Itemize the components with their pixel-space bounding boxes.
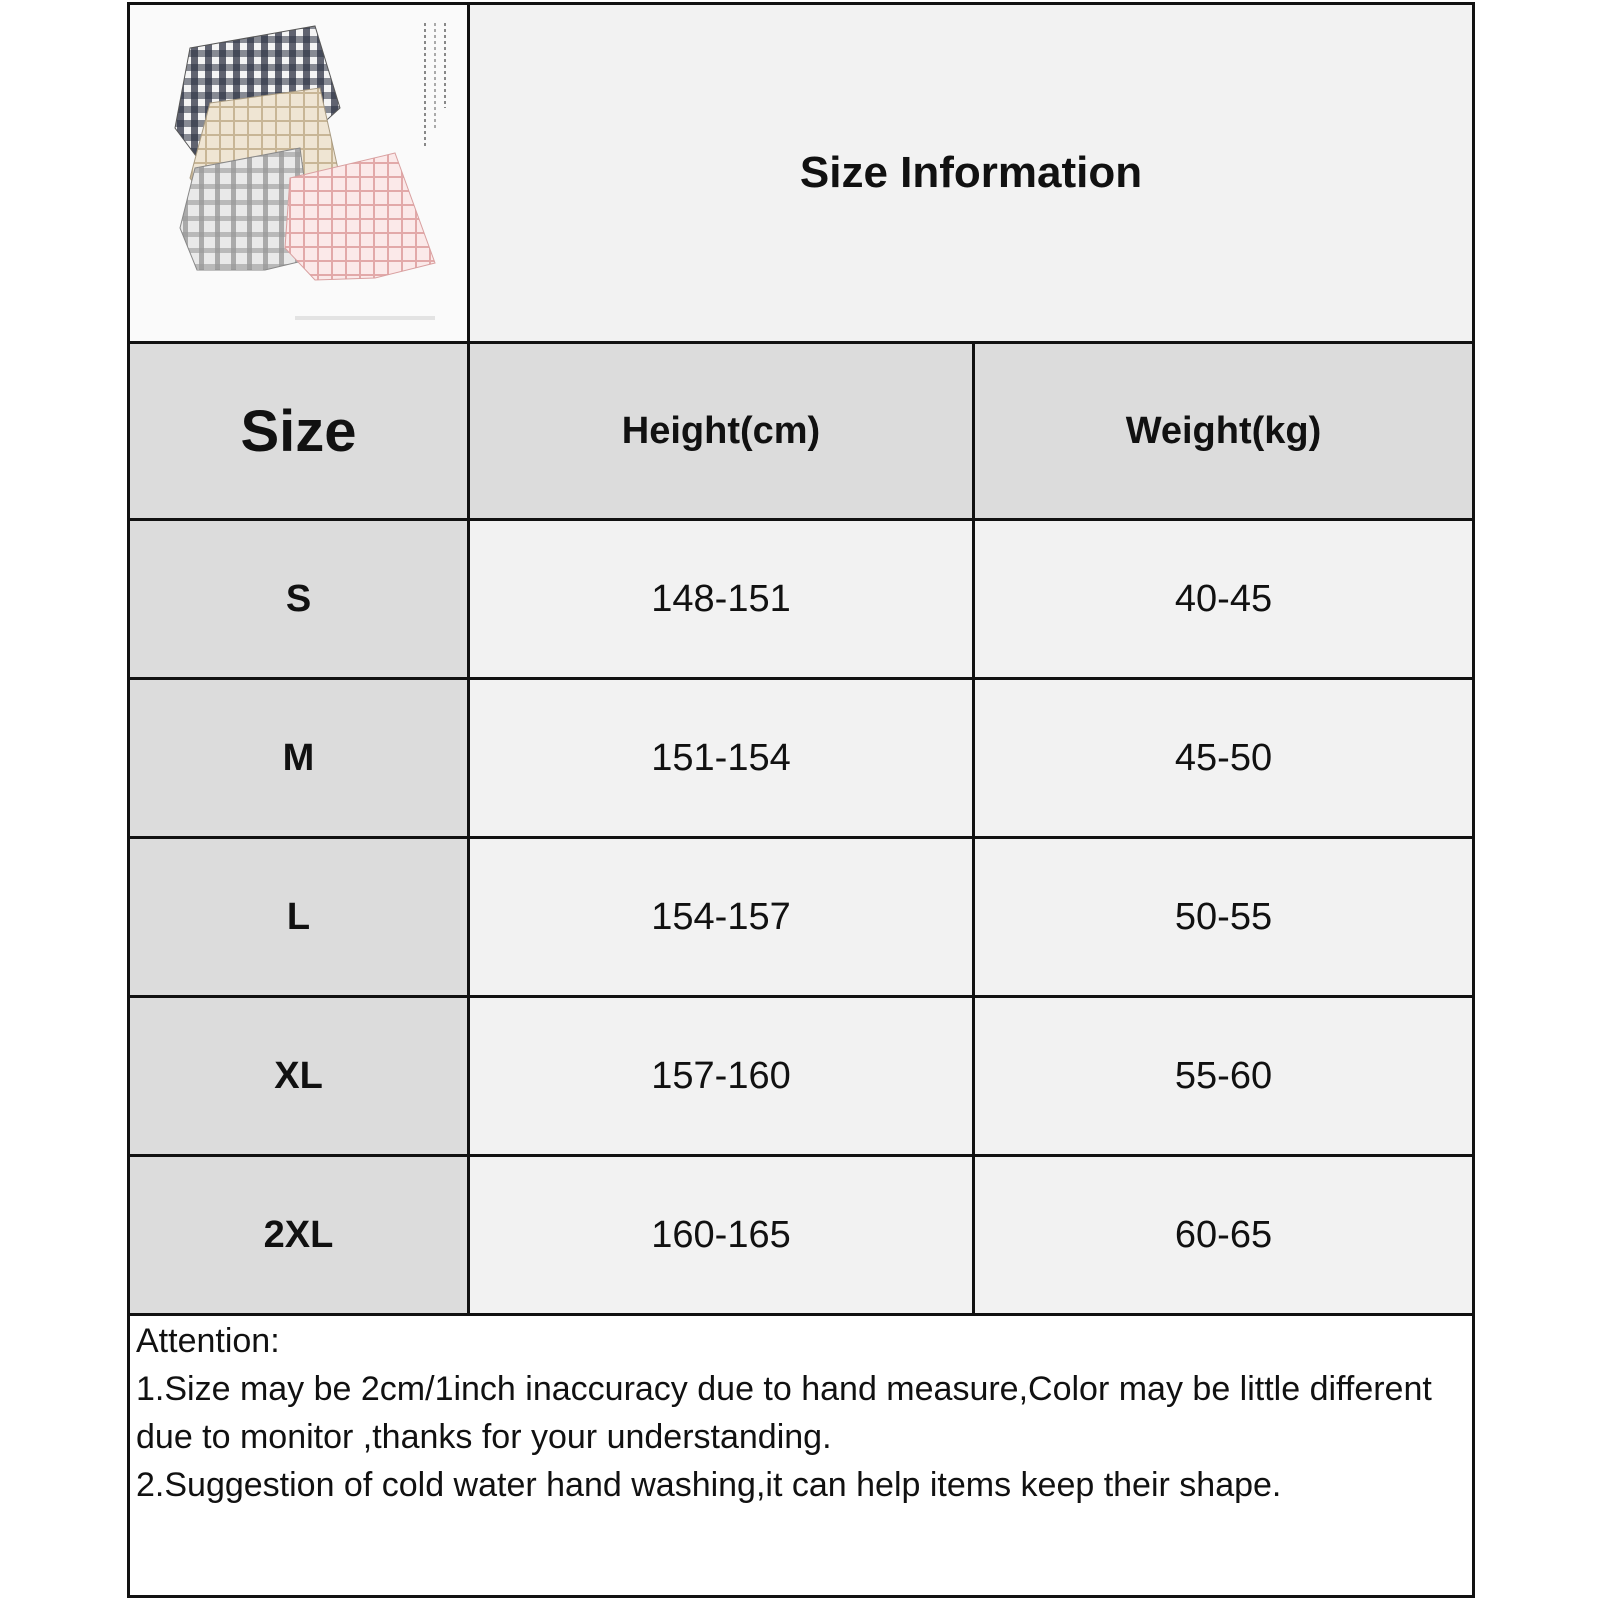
- size-label: 2XL: [263, 1213, 334, 1256]
- size-label: L: [286, 895, 311, 938]
- header-height-cell: [470, 344, 972, 518]
- title-cell: [470, 5, 1472, 341]
- size-label: S: [285, 577, 312, 620]
- page-title: Size Information: [799, 148, 1143, 197]
- weight-value: 50-55: [1174, 895, 1273, 938]
- height-value: 151-154: [651, 736, 791, 779]
- header-weight-cell: [975, 344, 1472, 518]
- height-value: 148-151: [651, 577, 791, 620]
- plaid-shorts-image: [135, 8, 465, 338]
- weight-value: 45-50: [1174, 736, 1273, 779]
- weight-cell: [975, 998, 1472, 1154]
- size-chart: [127, 2, 1475, 1598]
- weight-cell: [975, 839, 1472, 995]
- weight-cell: [975, 1157, 1472, 1313]
- divider: [972, 341, 975, 1316]
- height-cell: [470, 1157, 972, 1313]
- weight-value: 60-65: [1174, 1213, 1273, 1256]
- weight-cell: [975, 521, 1472, 677]
- height-cell: [470, 839, 972, 995]
- table-row: [130, 521, 467, 677]
- table-row: [130, 839, 467, 995]
- size-label: XL: [274, 1054, 323, 1097]
- header-size: Size: [240, 398, 357, 464]
- weight-value: 40-45: [1174, 577, 1273, 620]
- height-value: 160-165: [651, 1213, 791, 1256]
- divider: [130, 995, 1472, 998]
- weight-value: 55-60: [1174, 1054, 1273, 1097]
- divider: [130, 341, 1472, 344]
- divider: [130, 1154, 1472, 1157]
- divider: [130, 518, 1472, 521]
- header-weight: Weight(kg): [1125, 409, 1322, 452]
- divider: [130, 836, 1472, 839]
- height-cell: [470, 680, 972, 836]
- header-height: Height(cm): [621, 409, 821, 452]
- notes-line-1: 1.Size may be 2cm/1inch inaccuracy due to hand measure,Color may be little different due to monitor ,thanks for your understanding.: [136, 1370, 1432, 1456]
- attention-notes: [136, 1317, 1466, 1509]
- height-value: 157-160: [651, 1054, 791, 1097]
- notes-heading: Attention:: [136, 1322, 280, 1360]
- table-row: [130, 1157, 467, 1313]
- size-label: M: [282, 736, 315, 779]
- height-value: 154-157: [651, 895, 791, 938]
- divider: [130, 677, 1472, 680]
- divider: [130, 1313, 1472, 1316]
- table-row: [130, 680, 467, 836]
- table-row: [130, 998, 467, 1154]
- divider: [467, 5, 470, 1316]
- height-cell: [470, 521, 972, 677]
- weight-cell: [975, 680, 1472, 836]
- header-size-cell: [130, 344, 467, 518]
- height-cell: [470, 998, 972, 1154]
- notes-line-2: 2.Suggestion of cold water hand washing,it can help items keep their shape.: [136, 1466, 1282, 1504]
- product-image: [130, 5, 470, 341]
